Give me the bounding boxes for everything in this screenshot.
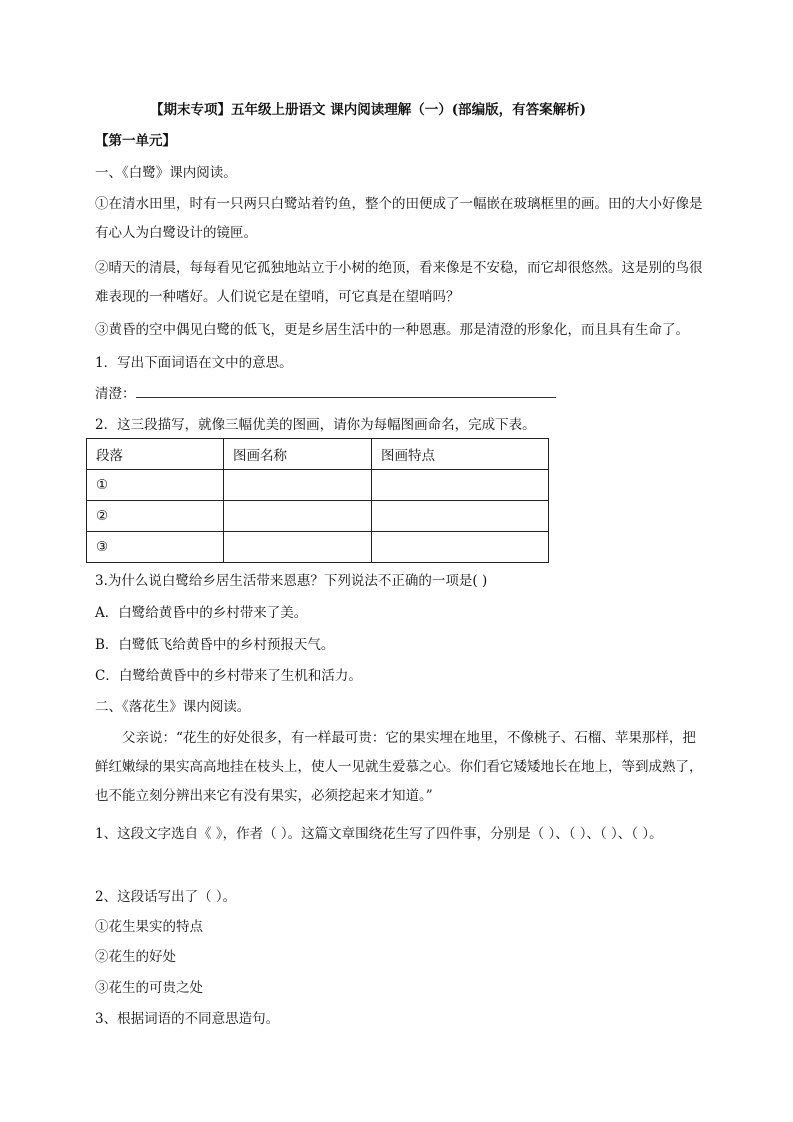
- part1-paragraph-3: ③黄昏的空中偶见白鹭的低飞，更是乡居生活中的一种恩惠。那是清澄的形象化，而且具有生命了。: [95, 322, 689, 338]
- picture-feature-cell[interactable]: [372, 501, 549, 532]
- part1-question-3: 3.为什么说白鹭给乡居生活带来恩惠？下列说法不正确的一项是( ): [95, 573, 488, 589]
- table-row: [87, 501, 549, 532]
- part1-heading: 一、《白鹭》课内阅读。: [95, 165, 237, 181]
- part1-paragraph-2: ②晴天的清晨，每每看见它孤独地站立于小树的绝顶，看来像是不安稳，而它却很悠然。这是别的鸟很难表现的一种嗜好。人们说它是在望哨，可它真是在望哨吗？: [95, 260, 703, 305]
- option-c: C．白鹭给黄昏中的乡村带来了生机和活力。: [95, 668, 362, 684]
- part2-option-1: ①花生果实的特点: [95, 919, 203, 935]
- part1-paragraph-1: ①在清水田里，时有一只两只白鹭站着钓鱼，整个的田便成了一幅嵌在玻璃框里的画。田的大小好像是有心人为白鹭设计的镜匣。: [95, 196, 703, 241]
- paragraph-number-cell: ②: [87, 501, 224, 532]
- table-row: [87, 532, 549, 563]
- part2-heading: 二、《落花生》课内阅读。: [95, 699, 251, 715]
- paragraph-number-cell: ③: [87, 532, 224, 563]
- table-header-row: [87, 439, 549, 470]
- part2-passage: 父亲说：“花生的好处很多，有一样最可贵：它的果实埋在地里，不像桃子、石榴、苹果那样，把鲜红嫩绿的果实高高地挂在枝头上，使人一见就生爱慕之心。你们看它矮矮地长在地上，等到成熟了，也不能立刻分辨出来它有没有果实，必须挖起来才知道。”: [95, 730, 703, 804]
- picture-naming-table: [86, 438, 549, 563]
- option-a: A．白鹭给黄昏中的乡村带来了美。: [95, 605, 308, 621]
- part2-question-2: 2、这段话写出了（ ）。: [95, 889, 237, 905]
- part2-option-3: ③花生的可贵之处: [95, 980, 203, 996]
- picture-feature-cell[interactable]: [372, 532, 549, 563]
- option-b: B．白鹭低飞给黄昏中的乡村预报天气。: [95, 637, 335, 653]
- table-row: [87, 470, 549, 501]
- picture-name-cell[interactable]: [224, 501, 372, 532]
- picture-name-cell[interactable]: [224, 532, 372, 563]
- answer-blank-line[interactable]: [136, 397, 556, 398]
- picture-feature-cell[interactable]: [372, 470, 549, 501]
- unit-heading: 【第一单元】: [95, 133, 176, 149]
- table-header-cell: 图画特点: [372, 439, 549, 470]
- part1-question-1: 1．写出下面词语在文中的意思。: [95, 355, 293, 371]
- answer-label-qingcheng: 清澄：: [95, 386, 136, 402]
- part2-question-1: 1、这段文字选自《 》，作者（ ）。这篇文章围绕花生写了四件事，分别是（ ）、（ ）、（ ）、（ ）。: [95, 826, 663, 842]
- part1-question-2: 2．这三段描写，就像三幅优美的图画，请你为每幅图画命名，完成下表。: [95, 417, 536, 433]
- document-title: 【期末专项】五年级上册语文 课内阅读理解（一）(部编版，有答案解析): [150, 102, 586, 118]
- part2-option-2: ②花生的好处: [95, 949, 176, 965]
- picture-name-cell[interactable]: [224, 470, 372, 501]
- paragraph-number-cell: ①: [87, 470, 224, 501]
- part2-question-3: 3、根据词语的不同意思造句。: [95, 1011, 280, 1027]
- table-header-cell: 段落: [87, 439, 224, 470]
- table-header-cell: 图画名称: [224, 439, 372, 470]
